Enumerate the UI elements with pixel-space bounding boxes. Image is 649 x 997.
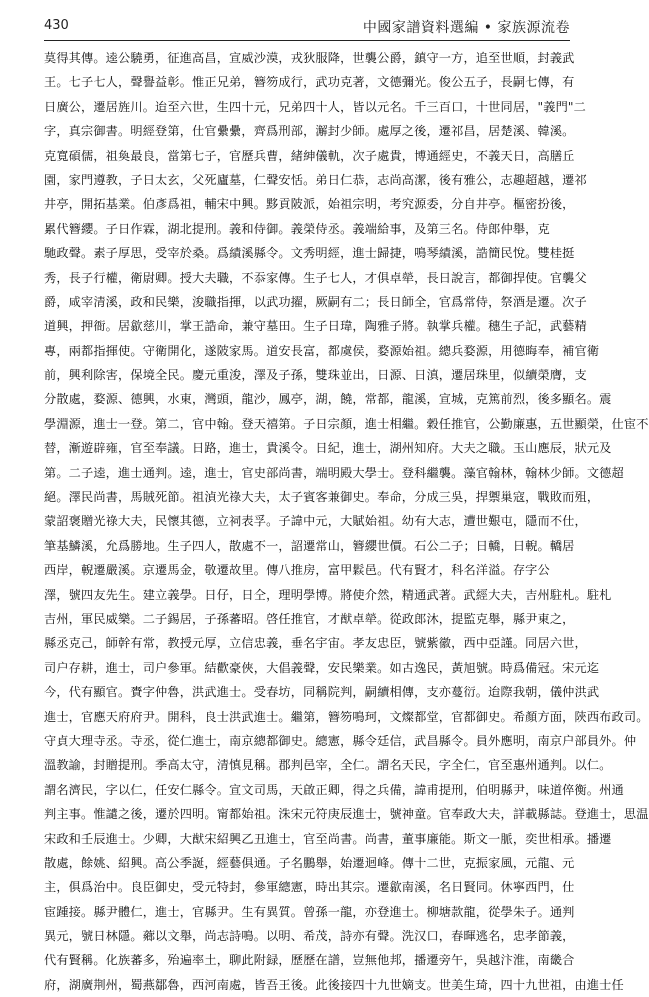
text-line: 字，真宗御書。明經登第，仕官纍纍，齊爲刑部，澥封少師。處厚之後，遷祁昌，居楚溪、韓溪。: [44, 124, 575, 139]
text-line: 累代簪纓。子日作霖，湖北提刑。義和侍御。義榮侍丞。義端給事，及第三名。侍郎仲舉，克: [44, 221, 550, 236]
text-line: 今，代有顯官。賚字仲魯，洪武進士。受春坊，同稱院判，嗣續相傳，支亦蔓衍。迨際我朝，儀仲洪武: [44, 685, 600, 700]
text-line: 澤，號四友先生。建立義學。日仔，日仝，理明學博。將使介然，精通武著。武經大夫，吉州駐札。駐札: [44, 587, 612, 602]
text-line: 莫得其傳。逵公驍勇，征進高昌，宣威沙漠，戎狄服降，世襲公爵，鎮守一方，追至世順，封義武: [44, 51, 575, 65]
text-line: 府，湖廣荆州，蜀燕鄒魯，西河南處，皆吾王後。此後接四十九世嫡支。世美生琦，四十九世祖，由進士任: [44, 977, 624, 992]
text-line: 替，漸遊辟雍，官至奉議。日路，進士，貴溪令。日紀，進士，湖州知府。大夫之職。玉山應辰，狀元及: [44, 441, 612, 456]
text-line: 司户存耕，進士，司户參軍。結歡豪俠，大倡義聲，安民樂業。如古逸民，黃旭號。時爲備冠。宋元迄: [44, 660, 600, 675]
text-line: 蒙詔褒贈光祿大夫，民懷其德，立祠表孚。子諱中元，大賦始祖。幼有大志，遭世艱屯，隱而不仕，: [44, 514, 587, 529]
text-line: 學淵源，進士一登。第二，官中翰。登天禧第。子日宗顏，進士相繼。穀任推官，公勤廉惠，五世顯榮，仕宦不: [44, 416, 649, 431]
text-line: 筆基鱗溪，允爲勝地。生子四人，散處不一，詔遷常山，簪纓世價。石公二子；日轎，日輗。轎居: [44, 538, 575, 553]
text-line: 宋政和壬辰進士。少卿，大猷宋紹興乙丑進士，官至尚書。尚書，董事廉能。斯文一脈，奕世相承。播遷: [44, 831, 612, 846]
text-line: 園，家門遵教，子日太玄，父死廬墓，仁聲安恬。弟日仁恭，志尚高潔，後有雅公，志趣超越，遷祁: [44, 172, 587, 187]
text-line: 絕。澤民尚書，馬賊死節。祖湞光祿大夫，太子賓客兼御史。奉命，分成三吳，捍禦巢寇，戰敗而殂，: [44, 490, 600, 505]
text-line: 專，兩都指揮使。守衛開化，遂陂家馬。道安長富，都虞侯，婺源始祖。總兵婺源，用德晦奉，補官衛: [44, 343, 600, 358]
text-line: 宦踵接。縣尹體仁，進士，官縣尹。生有異質。曾孫一龍，亦登進士。柳塘款龍，從學朱子。通判: [44, 904, 575, 919]
text-line: 王。七子七人，聲譽益彰。惟正兄弟，簪笏成行，武功克著，文德彌光。俊公五子，長嗣七傳，有: [44, 75, 575, 90]
page-header: [44, 12, 570, 41]
text-line: 溫教諭，封贈提刑。季高太守，清慎見稱。郡判邑宰，全仁。謂名天民，字全仁，官至惠州通判。以仁。: [44, 758, 612, 773]
text-line: 代有賢稱。化族蕃多，殆遍率土，聊此附録，歷歷在譜，豈無他邦，播遷旁午，吳越汴淮，南畿合: [44, 953, 575, 968]
text-line: 前，興利除害，保境全民。慶元重浚，澤及子孫，雙珠並出，日源、日滇，遷居珠里，似續榮膺，支: [44, 368, 587, 383]
text-line: 西岸，輗遷嚴溪。京遷馬金，敬遷故里。傳八推房，富甲鬏邑。代有賢才，科名洋溢。存字公: [44, 563, 550, 578]
text-line: 主，俱爲治中。良臣御史，受元特封，參軍總憲，時出其宗。遷歙南溪，名日賢同。休寧西門，仕: [44, 880, 575, 895]
text-line: 散處，餘姚、紹興。高公季誕，經藝俱通。子名鵬舉，始遷迴峰。傳十二世，克振家風，元龍、元: [44, 855, 575, 870]
text-line: 吉州，軍民威樂。二子錫居，子孫蕃昭。啓任推官，才猷卓犖。從政郎沐，提監克舉，縣尹東之，: [44, 611, 575, 626]
book-title: 中國家譜資料選編 • 家族源流卷: [362, 20, 570, 36]
text-line: 日廣公，遷居旌川。迨至六世，生四十元，兄弟四十人，皆以元名。千三百口，十世同居，"義門"二: [44, 99, 587, 114]
text-line: 謂名濟民，字以仁，任安仁縣令。宣文司馬，天啟正卿，得之兵備，諱甫提刑，伯明縣尹，味道倅衡。州通: [44, 782, 624, 797]
page-number: 430: [44, 18, 69, 33]
text-line: 秀，長子行權，衛尉卿。授大夫職，不忝家傳。生子七人，才俱卓犖，長日說言，都御捍使。官襲父: [44, 270, 587, 285]
text-line: 第。二子逵，進士通判。逵，進士，官史部尚書，端明殿大學士。登科繼襲。藻官翰林，翰林少師。文德超: [44, 465, 624, 480]
text-line: 克寬碩儒，祖奐最良，當第七子，官歷兵曹，緒紳儀軌，次子處貴，博通經史，不義天日，高膳丘: [44, 148, 575, 163]
text-line: 井亭，開拓基業。伯彥爲祖，輔宋中興。黟貢陂派，始祖宗明，考究源委，分自井亭。樞密扮後，: [44, 197, 575, 212]
text-line: 道興，押衙。居歙慈川，掌王誥命，兼守墓田。生子日瑋，陶雅子將。執掌兵權。穗生子記，武藝精: [44, 319, 587, 334]
text-line: 爵，咸宰清溪，政和民樂，浚職指揮，以武功擢，厥嗣有二；長日師全，官爲常侍，祭酒是遷。次子: [44, 294, 587, 309]
text-line: 馳政聲。素子厚思，受宰於桑。爲績溪縣令。文秀明經，進士歸捷，鳴琴績溪，誥簡民悅。雙桂挺: [44, 246, 575, 261]
text-line: 守貞大理寺丞。寺丞，從仁進士，南京總都御史。總憲，縣令廷信，武昌縣令。員外應明，南京户部員外。仲: [44, 733, 637, 748]
text-line: 判主事。惟譴之後，遷於四明。甯都始祖。洙宋元符庚辰進士，號神童。官奉政大夫，詳載縣誌。登進士，思温: [44, 807, 649, 822]
text-line: 縣丞克己，師幹有常，教授元厚，立信忠義，垂名宇宙。孝友忠臣，號紫徽，西中亞謹。同居六世，: [44, 636, 587, 651]
text-line: 異元，號日林隱。薌以文舉，尚志詩鳴。以明、希茂，詩亦有聲。洗汉口，春暉逃名，忠孝節義，: [44, 929, 575, 944]
text-body: [44, 46, 649, 992]
text-line: 進士，官應天府府尹。開科，良士洪武進士。繼第，簪笏鳴珂，文燦都堂，官都御史。希顏方面，陝西布政司。: [44, 709, 649, 724]
text-line: 分散處，婺源、德興，水東，灣頭，龍沙，鳳亭，湖，饒，常都，龍溪，宣城，克篤前烈，後多顯名。震: [44, 392, 612, 407]
